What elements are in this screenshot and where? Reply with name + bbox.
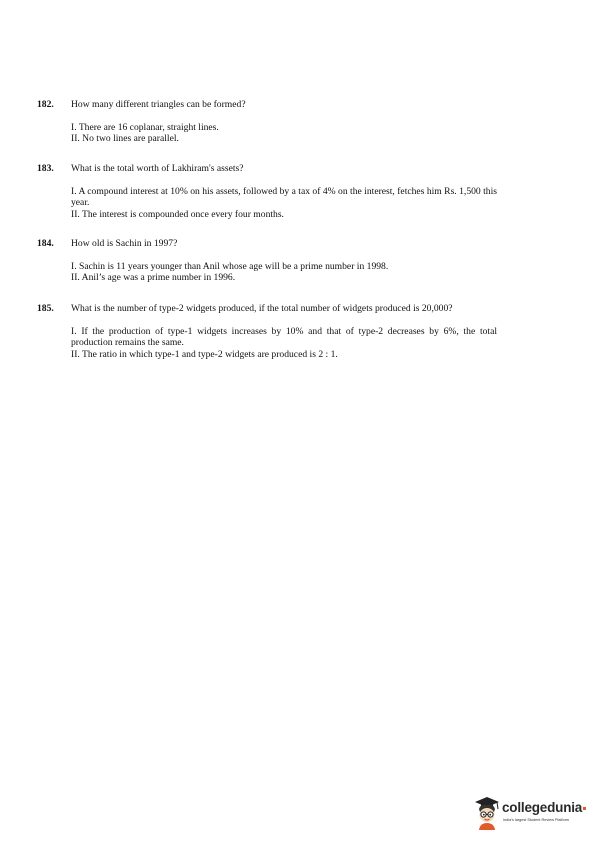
- statement-1: I. If the production of type-1 widgets increases by 10% and that of type-2 decreases by 6%, the total production remains the same.: [71, 325, 497, 348]
- statement-2: II. The ratio in which type-1 and type-2 widgets are produced is 2 : 1.: [71, 348, 338, 360]
- statement-1: I. A compound interest at 10% on his assets, followed by a tax of 4% on the interest, fetches him Rs. 1,500 this year.: [71, 185, 497, 208]
- question-number: 182.: [37, 99, 54, 110]
- question-184: [37, 238, 497, 284]
- question-number: 185.: [37, 303, 54, 314]
- question-182: [37, 99, 497, 145]
- statement-2: II. The interest is compounded once every four months.: [71, 208, 284, 220]
- question-text: What is the number of type-2 widgets produced, if the total number of widgets produced is 20,000?: [71, 303, 453, 314]
- logo-dot-icon: [583, 807, 586, 810]
- logo-name: [502, 800, 586, 815]
- question-header: [37, 99, 497, 111]
- logo-tagline: India's largest Student Review Platform: [503, 818, 570, 822]
- question-header: [37, 303, 497, 315]
- statement-1: I. There are 16 coplanar, straight lines.: [71, 121, 219, 133]
- statements: [71, 261, 497, 284]
- collegedunia-logo: [472, 796, 590, 832]
- statement-2: II. Anil’s age was a prime number in 1996.: [71, 272, 236, 283]
- question-text: How many different triangles can be formed?: [71, 99, 246, 110]
- statements: [71, 122, 497, 145]
- statement-2: II. No two lines are parallel.: [71, 133, 179, 144]
- graduate-mascot-icon: [472, 796, 502, 830]
- statements: [71, 186, 497, 221]
- question-text: How old is Sachin in 1997?: [71, 238, 178, 249]
- logo-name-text: collegedunia: [502, 800, 583, 815]
- question-text: What is the total worth of Lakhiram's assets?: [71, 163, 244, 174]
- question-header: [37, 163, 497, 175]
- statements: [71, 326, 497, 361]
- question-number: 183.: [37, 163, 54, 174]
- question-185: [37, 303, 497, 360]
- question-183: [37, 163, 497, 220]
- statement-1: I. Sachin is 11 years younger than Anil whose age will be a prime number in 1998.: [71, 260, 389, 272]
- question-header: [37, 238, 497, 250]
- question-number: 184.: [37, 238, 54, 249]
